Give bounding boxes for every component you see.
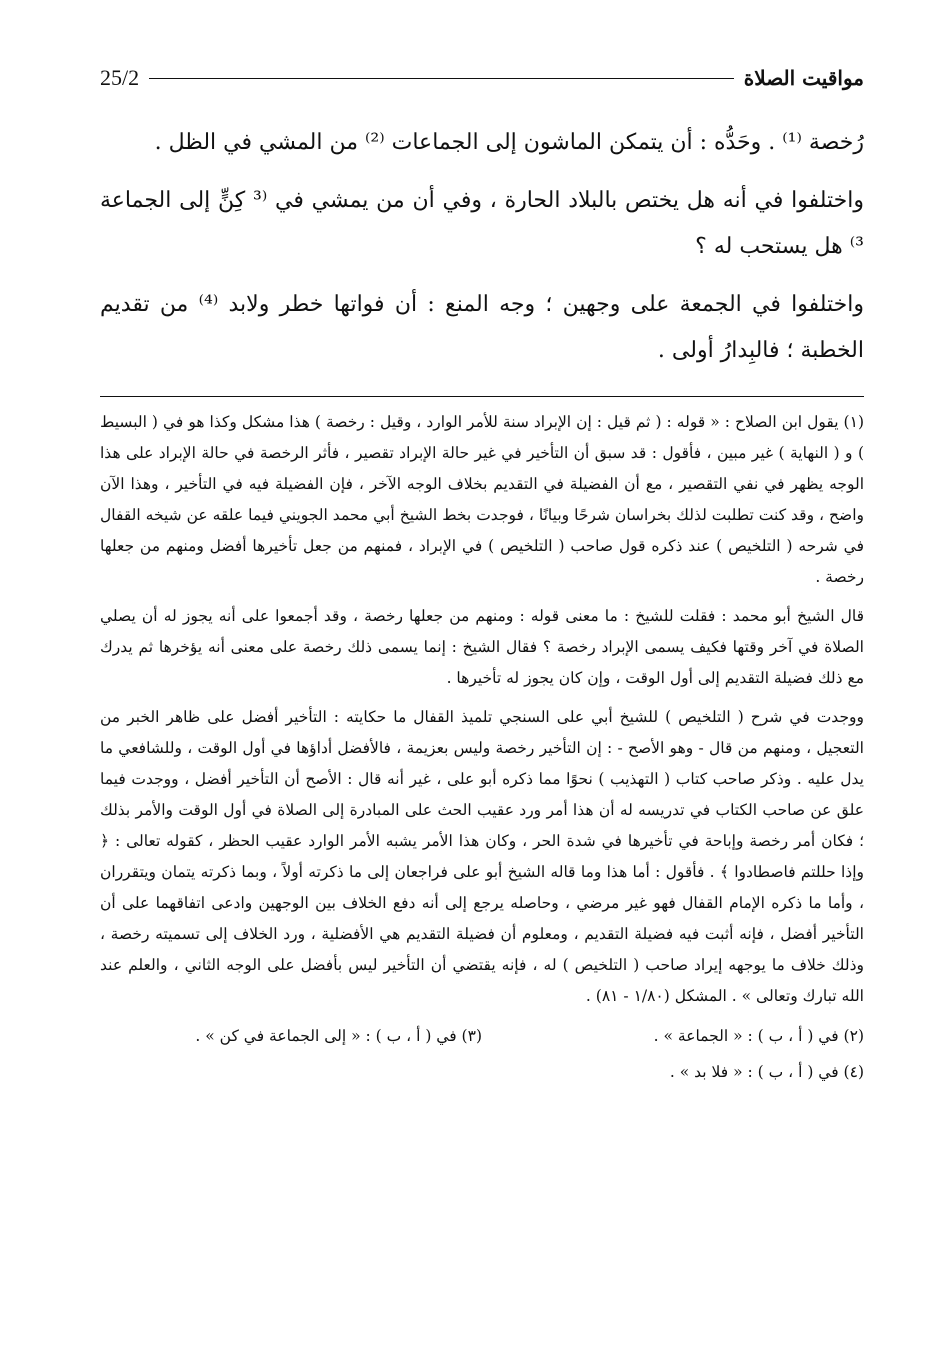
footnote-1-paragraph-2: قال الشيخ أبو محمد : فقلت للشيخ : ما معنى قوله : ومنهم من جعلها رخصة ، وقد أجمعوا على أنه يجوز له أن يصلي الصلاة في آخر وقتها فكيف يسمى الإبراد رخصة ؟ فقال الشيخ : إنما يسمى ذلك رخصة على معنى أنه يؤخرها ثم يدرك مع ذلك فضيلة التقديم إلى أول الوقت ، وإن كان يجوز له تأخيرها . (100, 607, 864, 687)
footnote-row (100, 1056, 864, 1088)
footnote-2: (٢) في ( أ ، ب ) : « الجماعة » . (653, 1027, 864, 1045)
footnote-3: (٣) في ( أ ، ب ) : « إلى الجماعة في كن » . (195, 1027, 482, 1045)
footnote-1-paragraph-3: ووجدت في شرح ( التلخيص ) للشيخ أبي على السنجي تلميذ القفال ما حكايته : التأخير أفضل على ظاهر الخبر من التعجيل ، ومنهم من قال - وهو الأصح - : إن التأخير رخصة وليس بعزيمة ، فالأفضل أداؤها في أول الوقت ، وللشافعي ما يدل عليه . وذكر صاحب كتاب ( التهذيب ) نحوًا مما ذكره أبو على ، غير أنه قال : الأصح أن التأخير أفضل ، ووجدت فيما علق عن صاحب الكتاب في تدريسه له أن هذا أمر ورد عقيب الحث على المبادرة إلى الصلاة في أول الوقت والأمر بذلك ؛ فكان أمر رخصة وإباحة في تأخيرها في شدة الحر ، وكان هذا الأمر يشبه الأمر الوارد عقيب الحظر ، كقوله تعالى : ﴿ وإذا حللتم فاصطادوا ﴾ . فأقول : أما هذا وما قاله الشيخ أبو على فراجعان إلى ما ذكرته أولاً ، وبما ذكرته يتمان ويتقرران ، وأما ما ذكره الإمام القفال فهو غير مرضي ، وحاصله يرجع إلى أنه دفع الخلاف بين الوجهين وادعى اتفاقهما على أن التأخير أفضل ، فإنه أثبت فيه فضيلة التقديم ، ومعلوم أن فضيلة التقديم هي الأفضلية ، ورد الخلاف إلى تسميته رخصة ، وذلك خلاف ما يوجهه إيراد صاحب ( التلخيص ) له ، فإنه يقتضي أن التأخير ليس بأفضل على الوجه الثاني ، والعلم عند الله تبارك وتعالى » . المشكل (١/٨٠ - ٨١) . (100, 708, 864, 1005)
footnote-4: (٤) في ( أ ، ب ) : « فلا بد » . (669, 1063, 864, 1081)
footnote-divider (100, 396, 864, 397)
main-paragraph-2: واختلفوا في أنه هل يختص بالبلاد الحارة ، وفي أن من يمشي في ⁽³ كِنٍّ إلى الجماعة ³⁾ هل يستحب له ؟ (100, 188, 864, 259)
main-paragraph-1: رُخصة ⁽¹⁾ . وحَدُّه : أن يتمكن الماشون إلى الجماعات ⁽²⁾ من المشي في الظل . (154, 130, 864, 155)
page-header (100, 58, 864, 98)
main-text (100, 120, 864, 374)
main-paragraph-3: واختلفوا في الجمعة على وجهين ؛ وجه المنع : أن فواتها خطر ولابد ⁽⁴⁾ من تقديم الخطبة ؛ فالبِدارُ أولى . (100, 292, 864, 363)
footnote-1-paragraph-1: (١) يقول ابن الصلاح : « قوله : ( ثم قيل : إن الإبراد سنة للأمر الوارد ، وقيل : رخصة ) هذا مشكل وكذا هو في ( البسيط ) و ( النهاية ) غير مبين ، فأقول : قد سبق أن التأخير في غير حالة الإبراد تقصير ، فأثر الرخصة في حالة الإبراد على هذا الوجه يظهر في نفي التقصير ، مع أن الفضيلة في التقديم بخلاف الوجه الآخر ، فإن الفضيلة فيه في التأخير ، وهذا الآن واضح ، وقد كنت تطلبت لذلك بخراسان شرحًا وبيانًا ، فوجدت بخط الشيخ أبي محمد الجويني فيما علقه عن شيخه القفال في شرحه ( التلخيص ) عند ذكره قول صاحب ( التلخيص ) في الإبراد ، فمنهم من جعل تأخيرها أفضل ومنهم من جعلها رخصة . (100, 413, 864, 586)
footnote-row (100, 1020, 864, 1052)
running-title: مواقيت الصلاة (743, 66, 864, 90)
footnotes (100, 407, 864, 1088)
header-rule (149, 78, 734, 79)
page-number: 25/2 (100, 65, 140, 90)
